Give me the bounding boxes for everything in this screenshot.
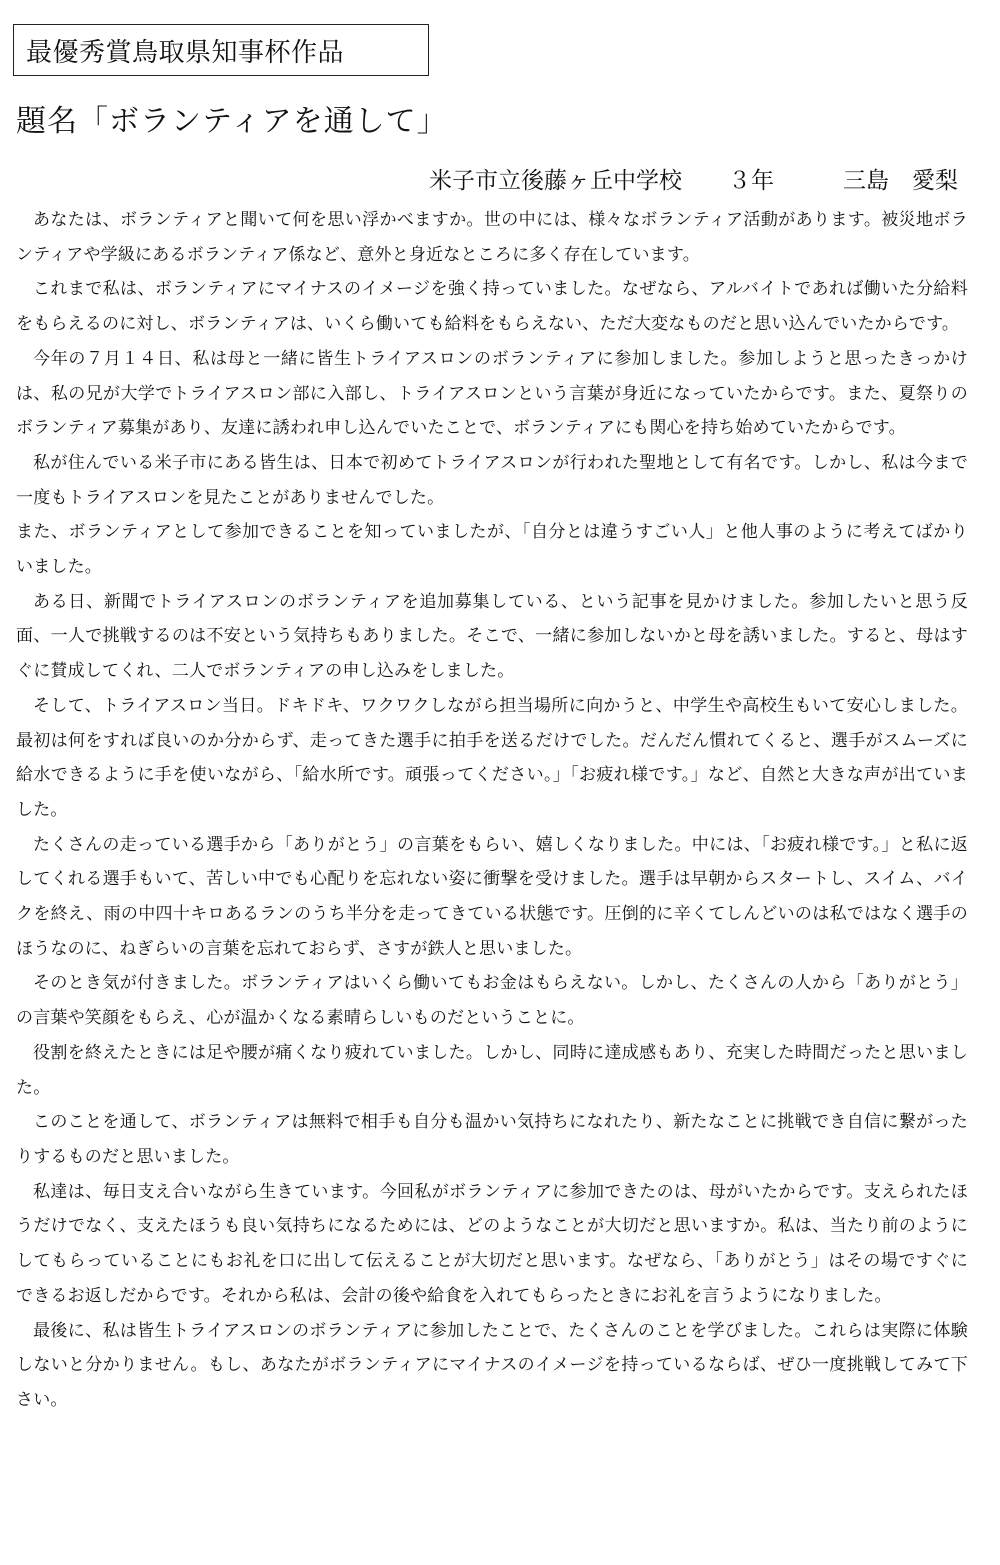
byline-gap-2 [774,162,843,195]
byline [429,162,958,195]
school-name: 米子市立後藤ヶ丘中学校 [429,168,682,194]
paragraph: 私が住んでいる米子市にある皆生は、日本で初めてトライアスロンが行われた聖地として有名です。しかし、私は今まで一度もトライアスロンを見たことがありませんでした。 [16,452,968,508]
paragraph: これまで私は、ボランティアにマイナスのイメージを強く持っていました。なぜなら、アルバイトであれば働いた分給料をもらえるのに対し、ボランティアは、いくら働いても給料をもらえない、ただ大変なものだと思い込んでいたからです。 [16,279,968,335]
grade: ３年 [728,168,774,194]
paragraph: たくさんの走っている選手から「ありがとう」の言葉をもらい、嬉しくなりました。中には、「お疲れ様です。」と私に返してくれる選手もいて、苦しい中でも心配りを忘れない姿に衝撃を受けました。選手は早朝からスタートし、スイム、バイクを終え、雨の中四十キロあるランのうち半分を走ってきている状態です。圧倒的に辛くてしんどいのは私ではなく選手のほうなのに、ねぎらいの言葉を忘れておらず、さすが鉄人と思いました。 [16,834,968,959]
essay-title: 題名「ボランティアを通して」 [16,104,448,139]
paragraph: 今年の７月１４日、私は母と一緒に皆生トライアスロンのボランティアに参加しました。参加しようと思ったきっかけは、私の兄が大学でトライアスロン部に入部し、トライアスロンという言葉が身近になっていたからです。また、夏祭りのボランティア募集があり、友達に誘われ申し込んでいたことで、ボランティアにも関心を持ち始めていたからです。 [16,348,968,439]
award-label: 最優秀賞鳥取県知事杯作品 [13,24,429,76]
paragraph: そのとき気が付きました。ボランティアはいくら働いてもお金はもらえない。しかし、たくさんの人から「ありがとう」の言葉や笑顔をもらえ、心が温かくなる素晴らしいものだということに。 [16,973,968,1029]
author-name: 三島 愛梨 [843,168,958,194]
paragraph: あなたは、ボランティアと聞いて何を思い浮かべますか。世の中には、様々なボランティア活動があります。被災地ボランティアや学級にあるボランティア係など、意外と身近なところに多く存在しています。 [16,210,968,265]
paragraph: このことを通して、ボランティアは無料で相手も自分も温かい気持ちになれたり、新たなことに挑戦でき自信に繋がったりするものだと思いました。 [16,1112,968,1167]
paragraph: そして、トライアスロン当日。ドキドキ、ワクワクしながら担当場所に向かうと、中学生や高校生もいて安心しました。最初は何をすれば良いのか分からず、走ってきた選手に拍手を送るだけでした。だんだん慣れてくると、選手がスムーズに給水できるように手を使いながら、「給水所です。頑張ってください。」「お疲れ様です。」など、自然と大きな声が出ていました。 [16,695,968,820]
paragraph: 私達は、毎日支え合いながら生きています。今回私がボランティアに参加できたのは、母がいたからです。支えられたほうだけでなく、支えたほうも良い気持ちになるためには、どのようなことが大切だと思いますか。私は、当たり前のようにしてもらっていることにもお礼を口に出して伝えることが大切だと思います。なぜなら、「ありがとう」はその場ですぐにできるお返しだからです。それから私は、会計の後や給食を入れてもらったときにお礼を言うようになりました。 [16,1181,968,1306]
byline-gap-1 [682,162,728,195]
paragraph: ある日、新聞でトライアスロンのボランティアを追加募集している、という記事を見かけました。参加したいと思う反面、一人で挑戦するのは不安という気持ちもありました。そこで、一緒に参加しないかと母を誘いました。すると、母はすぐに賛成してくれ、二人でボランティアの申し込みをしました。 [16,591,968,682]
paragraph: また、ボランティアとして参加できることを知っていましたが、「自分とは違うすごい人」と他人事のように考えてばかりいました。 [16,522,968,578]
essay-body [16,203,968,1418]
paragraph: 役割を終えたときには足や腰が痛くなり疲れていました。しかし、同時に達成感もあり、充実した時間だったと思いました。 [16,1042,968,1098]
paragraph: 最後に、私は皆生トライアスロンのボランティアに参加したことで、たくさんのことを学びました。これらは実際に体験しないと分かりません。もし、あなたがボランティアにマイナスのイメージを持っているならば、ぜひ一度挑戦してみて下さい。 [16,1320,968,1410]
